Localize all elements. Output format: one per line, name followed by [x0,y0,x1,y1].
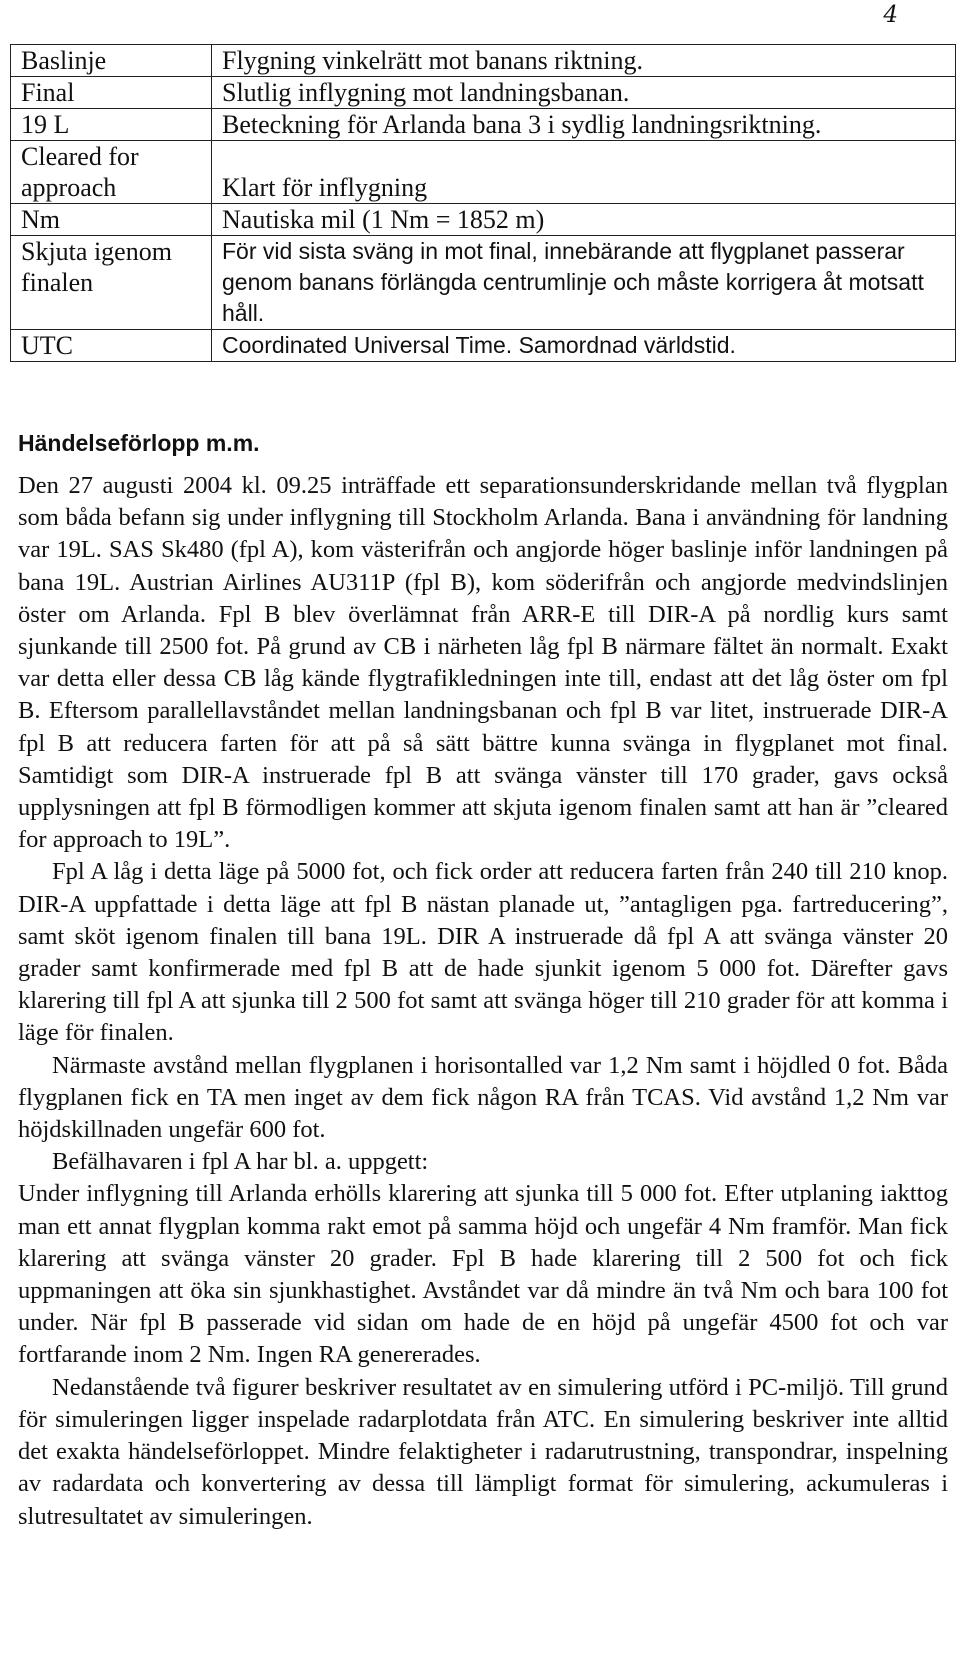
glossary-row [11,45,956,77]
paragraph: Den 27 augusti 2004 kl. 09.25 inträffade ett separationsunderskridande mellan två flygplan som båda befann sig under inflygning till Stockholm Arlanda. Bana i användning för landning var 19L. SAS Sk480 (fpl A), kom västerifrån och angjorde höger baslinje inför landningen på bana 19L. Austrian Airlines AU311P (fpl B), kom söderifrån och angjorde medvindslinjen öster om Arlanda. Fpl B blev överlämnat från ARR-E till DIR-A på nordlig kurs samt sjunkande till 2500 fot. På grund av CB i närheten låg fpl B närmare fältet än normalt. Exakt var detta eller dessa CB låg kände flygtrafikledningen inte till, endast att det låg öster om fpl B. Eftersom parallellavståndet mellan landningsbanan och fpl B var litet, instruerade DIR-A fpl B att reducera farten för att på så sätt bättre kunna svänga in flygplanet mot final. Samtidigt som DIR-A instruerade fpl B att svänga vänster till 170 grader, gavs också upplysningen att fpl B förmodligen kommer att skjuta igenom finalen samt att han är ”cleared for approach to 19L”. [18,472,948,854]
paragraph: Fpl A låg i detta läge på 5000 fot, och fick order att reducera farten från 240 till 210 knop. DIR-A uppfattade i detta läge att fpl B nästan planade ut, ”antagligen pga. fartreducering”, samt sköt igenom finalen till bana 19L. DIR A instruerade då fpl A att svänga vänster 20 grader samt konfirmerade med fpl B att de hade sjunkit igenom 5 000 fot. Därefter gavs klarering till fpl A att sjunka till 2 500 fot samt att svänga höger till 210 grader för att komma i läge för finalen. [18,858,948,1047]
glossary-table [10,44,956,362]
glossary-row [11,77,956,109]
page-number: 4 [883,2,898,28]
glossary-term: Skjuta igenom finalen [11,236,212,330]
glossary-definition: Slutlig inflygning mot landningsbanan. [212,77,956,109]
glossary-row [11,330,956,362]
glossary-definition: Nautiska mil (1 Nm = 1852 m) [212,204,956,236]
glossary-definition: Beteckning för Arlanda bana 3 i sydlig landningsriktning. [212,109,956,141]
glossary-definition: Flygning vinkelrätt mot banans riktning. [212,45,956,77]
glossary-definition: För vid sista sväng in mot final, innebärande att flygplanet passerar genom banans förlängda centrumlinje och måste korrigera åt motsatt håll. [212,236,956,330]
glossary-row [11,109,956,141]
paragraph: Nedanstående två figurer beskriver resultatet av en simulering utförd i PC-miljö. Till grund för simuleringen ligger inspelade radarplotdata från ATC. En simulering beskriver inte alltid det exakta händelseförloppet. Mindre felaktigheter i radarutrustning, transpondrar, inspelning av radardata och konvertering av dessa till lämpligt format för simulering, ackumuleras i slutresultatet av simuleringen. [18,1373,948,1530]
glossary-row [11,236,956,330]
glossary-term: Nm [11,204,212,236]
paragraph: Under inflygning till Arlanda erhölls klarering att sjunka till 5 000 fot. Efter utplaning iakttog man ett annat flygplan komma rakt emot på samma höjd och ungefär 4 Nm framför. Man fick klarering att svänga vänster 20 grader. Fpl B hade klarering till 2 500 fot och fick uppmaningen att öka sin sjunkhastighet. Avståndet var då mindre än två Nm och bara 100 fot under. När fpl B passerade vid sidan om hade de en höjd på ungefär 4500 fot och var fortfarande inom 2 Nm. Ingen RA genererades. [18,1180,948,1369]
glossary-term: Final [11,77,212,109]
glossary-definition: Klart för inflygning [212,141,956,204]
glossary-term: Baslinje [11,45,212,77]
paragraph: Närmaste avstånd mellan flygplanen i horisontalled var 1,2 Nm samt i höjdled 0 fot. Båda flygplanen fick en TA men inget av dem fick någon RA från TCAS. Vid avstånd 1,2 Nm var höjdskillnaden ungefär 600 fot. [18,1051,948,1144]
glossary-term: 19 L [11,109,212,141]
glossary-term: UTC [11,330,212,362]
glossary-term: Cleared for approach [11,141,212,204]
glossary-row [11,204,956,236]
paragraph: Befälhavaren i fpl A har bl. a. uppgett: [52,1148,429,1176]
glossary-definition: Coordinated Universal Time. Samordnad världstid. [212,330,956,362]
section-heading: Händelseförlopp m.m. [18,430,260,456]
body-text [18,470,948,1533]
glossary-row [11,141,956,204]
